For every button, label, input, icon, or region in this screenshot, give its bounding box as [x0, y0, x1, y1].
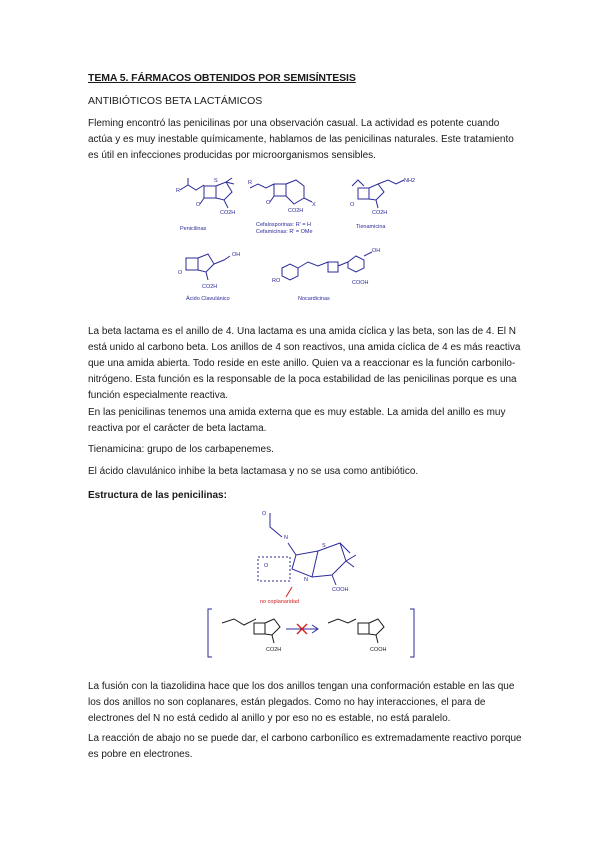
- cooh-group: COOH: [370, 647, 387, 653]
- ro-group: RO: [272, 278, 281, 284]
- o-atom: O: [266, 200, 271, 206]
- cephalosporin-structure: [248, 180, 316, 235]
- o-atom: O: [264, 563, 269, 569]
- thienamycin-structure: [350, 178, 415, 230]
- nocardicin-structure: [272, 248, 380, 302]
- s-atom: S: [214, 178, 218, 184]
- co2h-group: CO2H: [202, 284, 218, 290]
- x-atom: X: [312, 202, 316, 208]
- section-heading-estructura: Estructura de las penicilinas:: [88, 490, 227, 501]
- o-atom: O: [178, 270, 183, 276]
- penicilinas-label: Penicilinas: [180, 226, 207, 232]
- section-subtitle: ANTIBIÓTICOS BETA LACTÁMICOS: [88, 95, 263, 107]
- co2h-group: CO2H: [220, 210, 236, 216]
- paragraph-clavulanico: El ácido clavulánico inhibe la beta lactamasa y no se usa como antibiótico.: [88, 466, 419, 477]
- co2h-group: CO2H: [372, 210, 388, 216]
- cefamicinas-label: Cefamicinas: R' = OMe: [256, 229, 313, 235]
- clavulanico-label: Ácido Clavulánico: [186, 296, 230, 302]
- paragraph-amida-externa: En las penicilinas tenemos una amida externa que es muy estable. La amida del anillo es muy reactiva por el carácter de beta lactama.: [88, 407, 506, 434]
- o-atom: O: [262, 511, 267, 517]
- n-atom: N: [284, 535, 288, 541]
- o-atom: O: [196, 202, 201, 208]
- o-atom: O: [350, 202, 355, 208]
- nocardicinas-label: Nocardicinas: [298, 296, 330, 302]
- cooh-group: COOH: [332, 587, 349, 593]
- nh2-group: NH2: [404, 178, 416, 184]
- n-atom: N: [304, 577, 308, 583]
- oh-group: OH: [232, 252, 241, 258]
- penicillin-structure: [176, 178, 235, 232]
- clavulanic-acid-structure: [178, 252, 240, 302]
- paragraph-reaccion: La reacción de abajo no se puede dar, el carbono carbonílico es extremadamente reactivo porque es pobre en electrones.: [88, 733, 522, 760]
- paragraph-fleming: Fleming encontró las penicilinas por una observación casual. La actividad es potente cuando actúa y es muy inestable químicamente, hablamos de las penicilinas naturales. Este tratamiento es útil en infecciones producidas por microorganismos sensibles.: [88, 118, 514, 161]
- tienamicina-label: Tienamicina: [356, 224, 386, 230]
- co2h-group: CO2H: [288, 208, 304, 214]
- oh-group: OH: [372, 248, 381, 254]
- cooh-group: COOH: [352, 280, 369, 286]
- cefalosporinas-label: Cefalosporinas: R' = H: [256, 222, 312, 228]
- non-reaction-scheme: [208, 609, 414, 657]
- s-atom: S: [322, 543, 326, 549]
- paragraph-tiazolidina: La fusión con la tiazolidina hace que los dos anillos tengan una conformación estable en las que los dos anillos no son coplanares, están plegados. Como no hay interacciones, el para de electrones del N no está cedido al anillo y por eso no es estable, no está paralelo.: [88, 681, 515, 724]
- page-title: TEMA 5. FÁRMACOS OBTENIDOS POR SEMISÍNTESIS: [88, 72, 356, 84]
- beta-lactam-structures-figure: [170, 170, 420, 310]
- cooh-group: CO2H: [266, 647, 282, 653]
- paragraph-tienamicina: Tienamicina: grupo de los carbapenemes.: [88, 444, 274, 455]
- penicillin-structure-figure: [200, 505, 420, 665]
- penicillin-3d-structure: [258, 511, 356, 605]
- no-coplanaridad-annotation: no coplanaridad: [260, 599, 300, 605]
- r-atom: R: [176, 188, 180, 194]
- r-atom: R: [248, 180, 252, 186]
- paragraph-beta-lactama: La beta lactama es el anillo de 4. Una lactama es una amida cíclica y las beta, son las de 4. El N está unido al carbono beta. Los anillos de 4 son reactivos, una amida cíclica de 4 es más reactiva que una amida abierta. Todo reside en este anillo. Quien va a reaccionar es la función carbonilo-nitrógeno. Esta función es la responsable de la poca estabilidad de las penicilinas porque es una función especialmente reactiva.: [88, 326, 521, 401]
